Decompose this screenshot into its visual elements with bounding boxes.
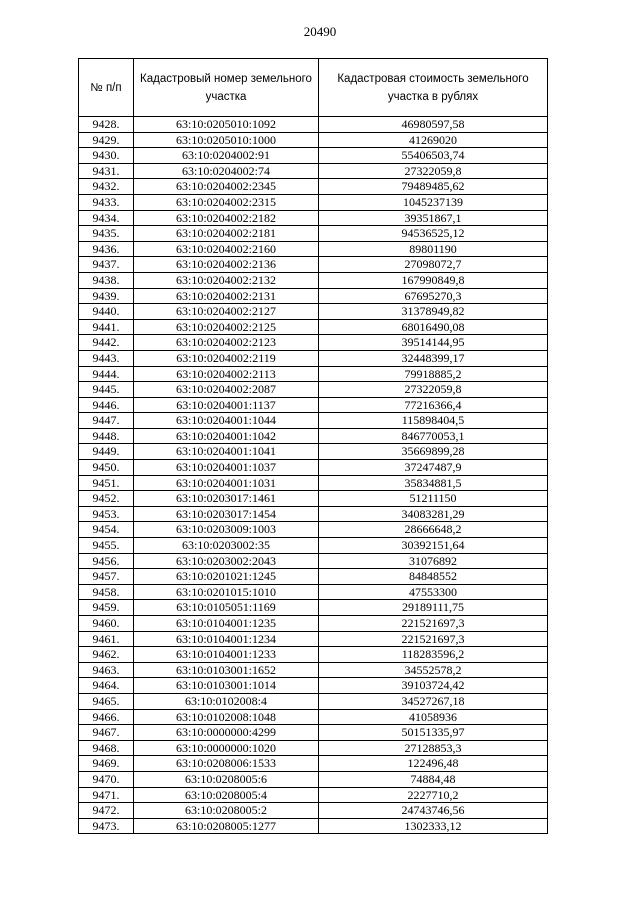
cadastral-number: 63:10:0204002:91	[134, 148, 319, 164]
table-row	[79, 693, 548, 709]
cadastral-number: 63:10:0203017:1454	[134, 506, 319, 522]
row-number: 9466.	[79, 709, 134, 725]
cadastral-number: 63:10:0104001:1233	[134, 647, 319, 663]
cadastral-number: 63:10:0203002:2043	[134, 553, 319, 569]
cadastral-number: 63:10:0204002:2125	[134, 319, 319, 335]
table-row	[79, 616, 548, 632]
table-row	[79, 148, 548, 164]
cadastral-number: 63:10:0208005:6	[134, 771, 319, 787]
row-number: 9468.	[79, 740, 134, 756]
cadastral-number: 63:10:0204002:2113	[134, 366, 319, 382]
row-number: 9439.	[79, 288, 134, 304]
header-row-number: № п/п	[79, 59, 134, 117]
cadastral-number: 63:10:0204001:1031	[134, 475, 319, 491]
row-number: 9436.	[79, 241, 134, 257]
table-row	[79, 397, 548, 413]
row-number: 9454.	[79, 522, 134, 538]
table-row	[79, 584, 548, 600]
cadastral-value: 84848552	[319, 569, 548, 585]
table-row	[79, 288, 548, 304]
cadastral-number: 63:10:0204002:2087	[134, 382, 319, 398]
row-number: 9432.	[79, 179, 134, 195]
cadastral-value: 39103724,42	[319, 678, 548, 694]
table-row	[79, 335, 548, 351]
cadastral-value: 1302333,12	[319, 818, 548, 834]
cadastral-value: 55406503,74	[319, 148, 548, 164]
table-row	[79, 163, 548, 179]
cadastral-value: 89801190	[319, 241, 548, 257]
row-number: 9463.	[79, 662, 134, 678]
cadastral-value: 50151335,97	[319, 725, 548, 741]
cadastral-number: 63:10:0103001:1652	[134, 662, 319, 678]
cadastral-value: 1045237139	[319, 194, 548, 210]
row-number: 9452.	[79, 491, 134, 507]
row-number: 9470.	[79, 771, 134, 787]
cadastral-value-table	[78, 58, 548, 834]
cadastral-value: 74884,48	[319, 771, 548, 787]
cadastral-number: 63:10:0204002:2131	[134, 288, 319, 304]
cadastral-value: 39351867,1	[319, 210, 548, 226]
table-row	[79, 678, 548, 694]
cadastral-number: 63:10:0201015:1010	[134, 584, 319, 600]
cadastral-value: 27128853,3	[319, 740, 548, 756]
table-row	[79, 194, 548, 210]
table-row	[79, 631, 548, 647]
cadastral-number: 63:10:0208006:1533	[134, 756, 319, 772]
cadastral-number: 63:10:0105051:1169	[134, 600, 319, 616]
cadastral-number: 63:10:0204002:2123	[134, 335, 319, 351]
cadastral-number: 63:10:0203002:35	[134, 538, 319, 554]
cadastral-number: 63:10:0204002:2127	[134, 304, 319, 320]
row-number: 9465.	[79, 693, 134, 709]
row-number: 9445.	[79, 382, 134, 398]
row-number: 9447.	[79, 413, 134, 429]
cadastral-number: 63:10:0000000:4299	[134, 725, 319, 741]
cadastral-value: 27322059,8	[319, 382, 548, 398]
table-row	[79, 756, 548, 772]
cadastral-number: 63:10:0205010:1092	[134, 117, 319, 133]
table-row	[79, 257, 548, 273]
row-number: 9437.	[79, 257, 134, 273]
cadastral-value: 28666648,2	[319, 522, 548, 538]
cadastral-value: 34552578,2	[319, 662, 548, 678]
table-row	[79, 740, 548, 756]
table-row	[79, 538, 548, 554]
table-row	[79, 553, 548, 569]
row-number: 9472.	[79, 803, 134, 819]
row-number: 9460.	[79, 616, 134, 632]
cadastral-value: 32448399,17	[319, 350, 548, 366]
cadastral-number: 63:10:0204002:2136	[134, 257, 319, 273]
table-row	[79, 226, 548, 242]
row-number: 9448.	[79, 428, 134, 444]
cadastral-value: 27322059,8	[319, 163, 548, 179]
cadastral-number: 63:10:0204002:74	[134, 163, 319, 179]
cadastral-number: 63:10:0104001:1235	[134, 616, 319, 632]
cadastral-number: 63:10:0204002:2345	[134, 179, 319, 195]
cadastral-value: 79489485,62	[319, 179, 548, 195]
row-number: 9438.	[79, 272, 134, 288]
cadastral-value: 39514144,95	[319, 335, 548, 351]
table-row	[79, 272, 548, 288]
header-cadastral-number: Кадастровый номер земельного участка	[134, 59, 319, 117]
cadastral-value: 77216366,4	[319, 397, 548, 413]
cadastral-number: 63:10:0104001:1234	[134, 631, 319, 647]
cadastral-value: 47553300	[319, 584, 548, 600]
cadastral-value: 2227710,2	[319, 787, 548, 803]
table-row	[79, 428, 548, 444]
cadastral-number: 63:10:0204001:1137	[134, 397, 319, 413]
cadastral-value: 31076892	[319, 553, 548, 569]
cadastral-value: 122496,48	[319, 756, 548, 772]
cadastral-value: 24743746,56	[319, 803, 548, 819]
cadastral-value: 94536525,12	[319, 226, 548, 242]
cadastral-number: 63:10:0204002:2119	[134, 350, 319, 366]
cadastral-number: 63:10:0204001:1042	[134, 428, 319, 444]
table-row	[79, 304, 548, 320]
row-number: 9428.	[79, 117, 134, 133]
table-header-row	[79, 59, 548, 117]
row-number: 9440.	[79, 304, 134, 320]
row-number: 9433.	[79, 194, 134, 210]
cadastral-value: 846770053,1	[319, 428, 548, 444]
cadastral-number: 63:10:0204001:1041	[134, 444, 319, 460]
cadastral-number: 63:10:0204001:1044	[134, 413, 319, 429]
cadastral-value: 34083281,29	[319, 506, 548, 522]
cadastral-number: 63:10:0203017:1461	[134, 491, 319, 507]
cadastral-number: 63:10:0000000:1020	[134, 740, 319, 756]
table-row	[79, 491, 548, 507]
row-number: 9461.	[79, 631, 134, 647]
cadastral-number: 63:10:0205010:1000	[134, 132, 319, 148]
cadastral-value: 29189111,75	[319, 600, 548, 616]
cadastral-number: 63:10:0102008:4	[134, 693, 319, 709]
table-row	[79, 179, 548, 195]
cadastral-value: 35669899,28	[319, 444, 548, 460]
table-row	[79, 522, 548, 538]
row-number: 9464.	[79, 678, 134, 694]
table-row	[79, 444, 548, 460]
table-row	[79, 725, 548, 741]
cadastral-value: 35834881,5	[319, 475, 548, 491]
cadastral-number: 63:10:0204002:2315	[134, 194, 319, 210]
table-row	[79, 506, 548, 522]
row-number: 9458.	[79, 584, 134, 600]
table-row	[79, 803, 548, 819]
cadastral-value: 68016490,08	[319, 319, 548, 335]
cadastral-number: 63:10:0204002:2181	[134, 226, 319, 242]
table-row	[79, 818, 548, 834]
row-number: 9451.	[79, 475, 134, 491]
table-row	[79, 241, 548, 257]
row-number: 9431.	[79, 163, 134, 179]
row-number: 9462.	[79, 647, 134, 663]
row-number: 9455.	[79, 538, 134, 554]
row-number: 9449.	[79, 444, 134, 460]
cadastral-number: 63:10:0208005:4	[134, 787, 319, 803]
cadastral-value: 118283596,2	[319, 647, 548, 663]
row-number: 9471.	[79, 787, 134, 803]
row-number: 9444.	[79, 366, 134, 382]
row-number: 9459.	[79, 600, 134, 616]
row-number: 9456.	[79, 553, 134, 569]
cadastral-value: 41058936	[319, 709, 548, 725]
table-row	[79, 117, 548, 133]
row-number: 9429.	[79, 132, 134, 148]
cadastral-number: 63:10:0102008:1048	[134, 709, 319, 725]
cadastral-value: 37247487,9	[319, 460, 548, 476]
row-number: 9450.	[79, 460, 134, 476]
table-row	[79, 350, 548, 366]
table-row	[79, 366, 548, 382]
cadastral-value: 115898404,5	[319, 413, 548, 429]
cadastral-value: 34527267,18	[319, 693, 548, 709]
table-row	[79, 709, 548, 725]
row-number: 9435.	[79, 226, 134, 242]
cadastral-value: 221521697,3	[319, 631, 548, 647]
cadastral-value: 41269020	[319, 132, 548, 148]
row-number: 9473.	[79, 818, 134, 834]
row-number: 9469.	[79, 756, 134, 772]
page-number: 20490	[303, 24, 337, 39]
table-row	[79, 569, 548, 585]
table-row	[79, 662, 548, 678]
cadastral-value: 79918885,2	[319, 366, 548, 382]
table-row	[79, 647, 548, 663]
cadastral-value: 67695270,3	[319, 288, 548, 304]
header-cadastral-value: Кадастровая стоимость земельного участка в рублях	[319, 59, 548, 117]
table-row	[79, 600, 548, 616]
table-row	[79, 787, 548, 803]
row-number: 9441.	[79, 319, 134, 335]
table-row	[79, 460, 548, 476]
cadastral-value: 46980597,58	[319, 117, 548, 133]
cadastral-number: 63:10:0208005:2	[134, 803, 319, 819]
table-row	[79, 132, 548, 148]
table-row	[79, 210, 548, 226]
cadastral-value: 51211150	[319, 491, 548, 507]
table-row	[79, 413, 548, 429]
cadastral-value: 31378949,82	[319, 304, 548, 320]
cadastral-number: 63:10:0208005:1277	[134, 818, 319, 834]
cadastral-number: 63:10:0204001:1037	[134, 460, 319, 476]
cadastral-number: 63:10:0204002:2132	[134, 272, 319, 288]
cadastral-number: 63:10:0204002:2182	[134, 210, 319, 226]
row-number: 9442.	[79, 335, 134, 351]
cadastral-number: 63:10:0103001:1014	[134, 678, 319, 694]
cadastral-value: 27098072,7	[319, 257, 548, 273]
row-number: 9453.	[79, 506, 134, 522]
table-row	[79, 475, 548, 491]
table-row	[79, 319, 548, 335]
cadastral-number: 63:10:0203009:1003	[134, 522, 319, 538]
table-row	[79, 382, 548, 398]
row-number: 9467.	[79, 725, 134, 741]
row-number: 9443.	[79, 350, 134, 366]
row-number: 9430.	[79, 148, 134, 164]
row-number: 9446.	[79, 397, 134, 413]
cadastral-number: 63:10:0204002:2160	[134, 241, 319, 257]
cadastral-value: 167990849,8	[319, 272, 548, 288]
cadastral-number: 63:10:0201021:1245	[134, 569, 319, 585]
cadastral-value: 30392151,64	[319, 538, 548, 554]
row-number: 9434.	[79, 210, 134, 226]
row-number: 9457.	[79, 569, 134, 585]
table-row	[79, 771, 548, 787]
table-body	[79, 117, 548, 834]
cadastral-value: 221521697,3	[319, 616, 548, 632]
